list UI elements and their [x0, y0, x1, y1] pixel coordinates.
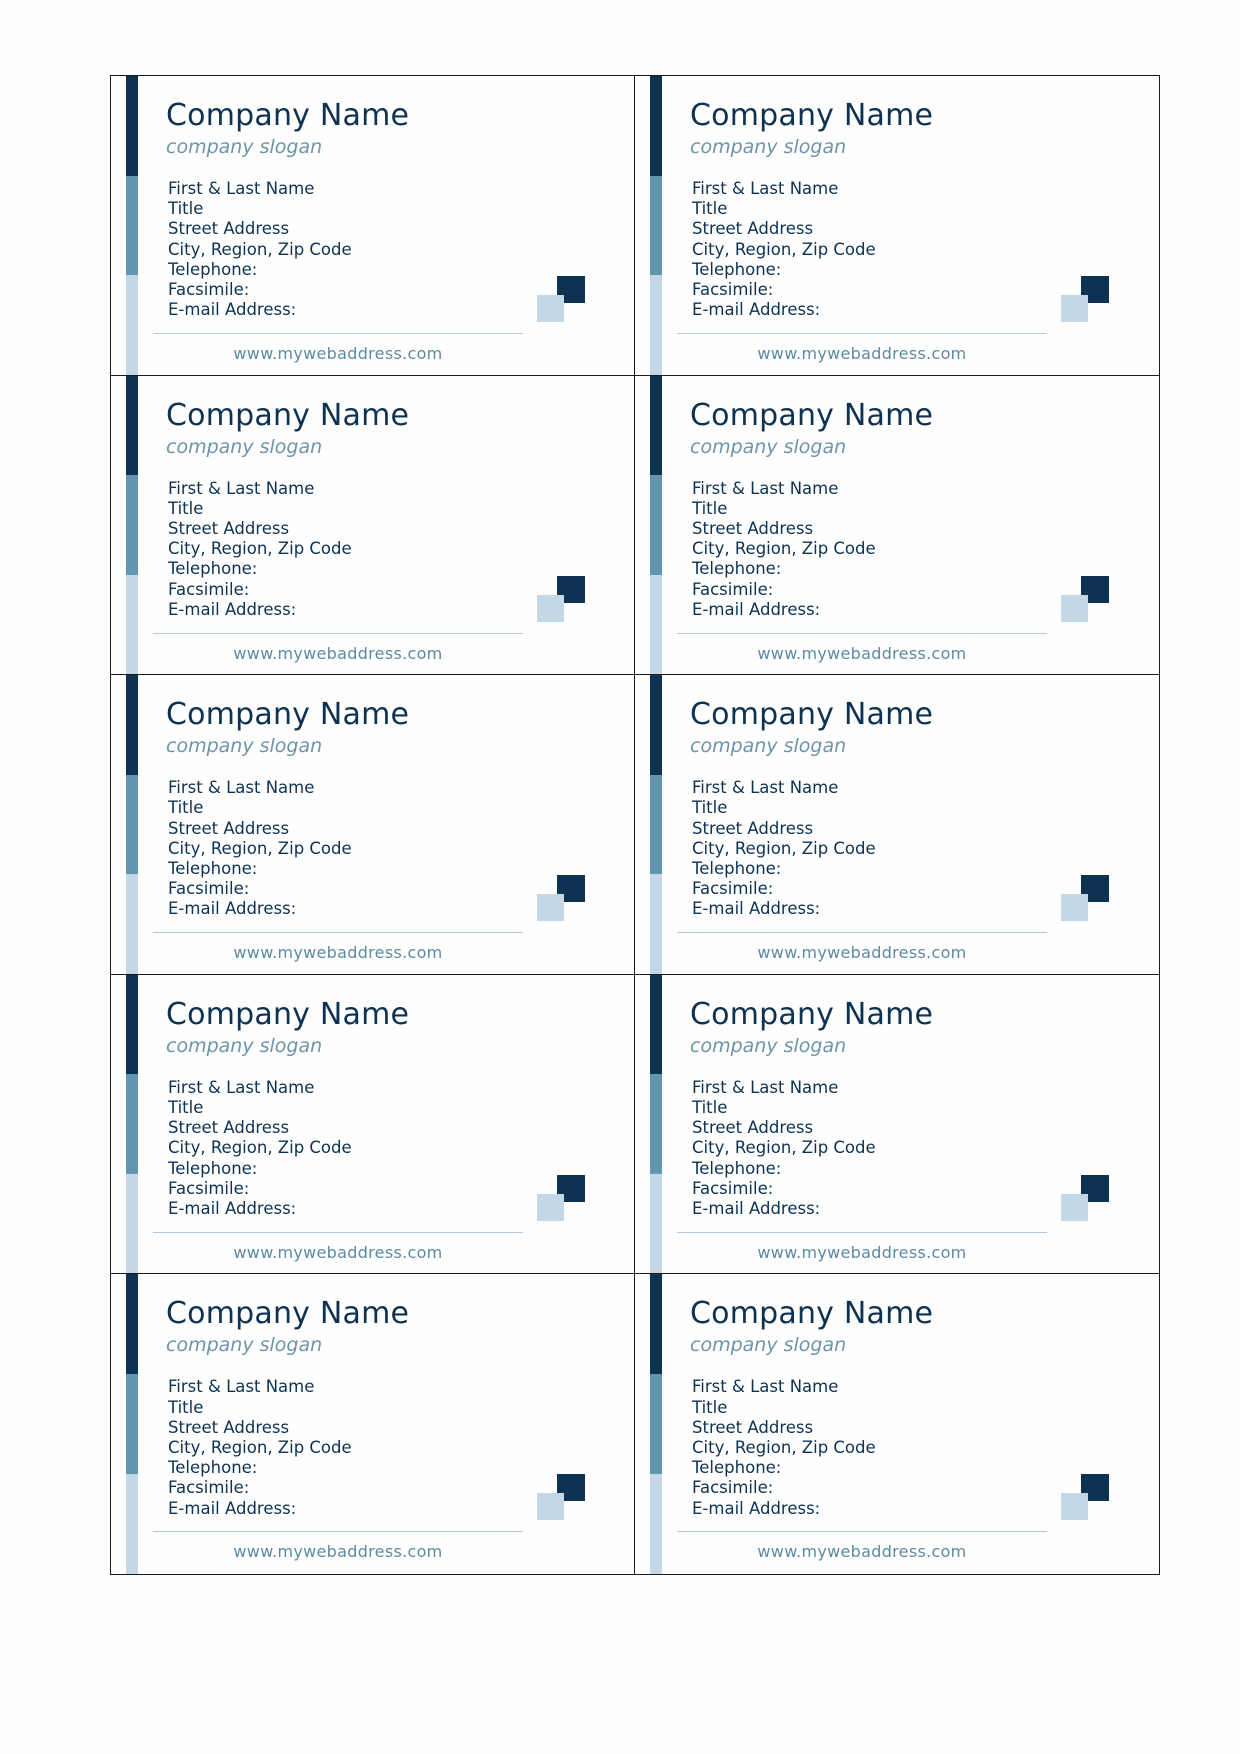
- facsimile: Facsimile:: [692, 1478, 774, 1498]
- business-card: [111, 975, 635, 1275]
- side-bar-dark-segment: [126, 675, 138, 775]
- card-divider: [153, 333, 523, 334]
- company-name: Company Name: [166, 397, 410, 433]
- web-address: www.mywebaddress.com: [233, 1242, 443, 1262]
- card-divider: [153, 633, 523, 634]
- contact-details: [168, 479, 352, 620]
- contact-name: First & Last Name: [692, 478, 839, 498]
- side-bar-light-segment: [650, 874, 662, 974]
- contact-title: Title: [692, 1098, 728, 1117]
- card-logo-icon: [1061, 1474, 1109, 1520]
- web-address: www.mywebaddress.com: [757, 344, 967, 363]
- logo-light-square: [1061, 1493, 1088, 1520]
- business-card: [111, 675, 635, 975]
- telephone: Telephone:: [168, 1158, 258, 1178]
- web-address: www.mywebaddress.com: [233, 344, 443, 363]
- street-address: Street Address: [692, 1118, 814, 1138]
- company-name: Company Name: [166, 996, 410, 1032]
- street-address: Street Address: [168, 1118, 290, 1138]
- card-logo-icon: [1061, 1175, 1109, 1221]
- card-logo-icon: [537, 875, 585, 921]
- contact-details: [692, 1377, 876, 1518]
- logo-light-square: [1061, 595, 1088, 622]
- facsimile: Facsimile:: [168, 1178, 250, 1198]
- logo-light-square: [537, 1194, 564, 1221]
- card-divider: [153, 932, 523, 933]
- side-bar-mid-segment: [126, 775, 138, 875]
- business-card: [635, 1274, 1159, 1574]
- telephone: Telephone:: [692, 859, 782, 878]
- card-divider: [153, 1232, 523, 1233]
- card-side-bar: [126, 1274, 138, 1574]
- city-region-zip: City, Region, Zip Code: [692, 239, 876, 259]
- side-bar-dark-segment: [126, 975, 138, 1075]
- contact-details: [692, 479, 876, 620]
- city-region-zip: City, Region, Zip Code: [168, 838, 352, 858]
- side-bar-dark-segment: [126, 376, 138, 476]
- city-region-zip: City, Region, Zip Code: [692, 1438, 876, 1457]
- contact-title: Title: [692, 498, 728, 518]
- card-logo-icon: [1061, 276, 1109, 322]
- business-card: [111, 76, 635, 376]
- email-address: E-mail Address:: [168, 599, 297, 619]
- company-slogan: company slogan: [690, 1334, 847, 1357]
- street-address: Street Address: [168, 818, 290, 838]
- contact-name: First & Last Name: [692, 179, 839, 198]
- contact-name: First & Last Name: [168, 1377, 315, 1397]
- email-address: E-mail Address:: [692, 300, 821, 320]
- logo-light-square: [1061, 295, 1088, 322]
- company-slogan: company slogan: [166, 735, 323, 758]
- card-side-bar: [650, 76, 662, 375]
- logo-light-square: [1061, 1194, 1088, 1221]
- street-address: Street Address: [168, 219, 290, 239]
- card-side-bar: [126, 76, 138, 375]
- telephone: Telephone:: [168, 259, 258, 279]
- card-divider: [677, 333, 1047, 334]
- card-side-bar: [650, 675, 662, 974]
- contact-details: [168, 778, 352, 919]
- contact-details: [692, 778, 876, 919]
- contact-name: First & Last Name: [168, 778, 315, 798]
- web-address: www.mywebaddress.com: [233, 1542, 443, 1562]
- contact-title: Title: [692, 199, 728, 219]
- city-region-zip: City, Region, Zip Code: [692, 1138, 876, 1158]
- email-address: E-mail Address:: [168, 1498, 297, 1518]
- side-bar-light-segment: [650, 575, 662, 675]
- telephone: Telephone:: [168, 1458, 258, 1478]
- company-name: Company Name: [166, 98, 410, 133]
- company-slogan: company slogan: [166, 1034, 323, 1057]
- logo-light-square: [1061, 894, 1088, 921]
- business-card: [635, 76, 1159, 376]
- side-bar-mid-segment: [650, 176, 662, 276]
- side-bar-light-segment: [126, 874, 138, 974]
- side-bar-light-segment: [650, 1174, 662, 1274]
- business-card-sheet: [110, 75, 1160, 1575]
- city-region-zip: City, Region, Zip Code: [692, 838, 876, 858]
- contact-name: First & Last Name: [692, 778, 839, 798]
- facsimile: Facsimile:: [168, 280, 250, 300]
- city-region-zip: City, Region, Zip Code: [168, 1438, 352, 1457]
- telephone: Telephone:: [692, 259, 782, 279]
- email-address: E-mail Address:: [692, 899, 821, 919]
- side-bar-dark-segment: [650, 675, 662, 775]
- logo-light-square: [537, 894, 564, 921]
- side-bar-dark-segment: [126, 76, 138, 176]
- company-slogan: company slogan: [690, 136, 847, 158]
- card-divider: [677, 633, 1047, 634]
- facsimile: Facsimile:: [692, 879, 774, 899]
- side-bar-light-segment: [126, 575, 138, 675]
- card-side-bar: [650, 1274, 662, 1574]
- side-bar-mid-segment: [126, 1374, 138, 1474]
- contact-title: Title: [168, 1098, 204, 1117]
- card-divider: [677, 932, 1047, 933]
- contact-title: Title: [168, 1397, 204, 1417]
- contact-details: [168, 179, 352, 320]
- street-address: Street Address: [692, 818, 814, 838]
- card-logo-icon: [537, 1175, 585, 1221]
- side-bar-mid-segment: [650, 475, 662, 575]
- email-address: E-mail Address:: [168, 899, 297, 919]
- card-side-bar: [650, 376, 662, 675]
- company-name: Company Name: [690, 697, 934, 733]
- card-divider: [153, 1531, 523, 1532]
- contact-title: Title: [168, 199, 204, 219]
- company-name: Company Name: [690, 397, 934, 433]
- side-bar-dark-segment: [126, 1274, 138, 1374]
- side-bar-light-segment: [126, 275, 138, 375]
- street-address: Street Address: [168, 519, 290, 538]
- web-address: www.mywebaddress.com: [757, 943, 967, 963]
- city-region-zip: City, Region, Zip Code: [692, 539, 876, 559]
- contact-name: First & Last Name: [168, 179, 315, 198]
- side-bar-dark-segment: [650, 376, 662, 476]
- contact-title: Title: [692, 1397, 728, 1417]
- telephone: Telephone:: [692, 1458, 782, 1478]
- contact-title: Title: [692, 798, 728, 818]
- side-bar-light-segment: [650, 1474, 662, 1574]
- facsimile: Facsimile:: [692, 280, 774, 300]
- card-logo-icon: [537, 276, 585, 322]
- logo-light-square: [537, 1493, 564, 1520]
- contact-name: First & Last Name: [692, 1077, 839, 1097]
- company-slogan: company slogan: [690, 735, 847, 758]
- telephone: Telephone:: [168, 559, 258, 579]
- card-logo-icon: [1061, 875, 1109, 921]
- web-address: www.mywebaddress.com: [757, 1542, 967, 1562]
- card-side-bar: [126, 376, 138, 675]
- contact-details: [692, 1078, 876, 1219]
- company-name: Company Name: [690, 98, 934, 133]
- facsimile: Facsimile:: [168, 579, 250, 599]
- company-slogan: company slogan: [690, 435, 847, 458]
- business-card: [635, 975, 1159, 1275]
- company-slogan: company slogan: [166, 136, 323, 158]
- side-bar-mid-segment: [650, 1374, 662, 1474]
- company-name: Company Name: [690, 996, 934, 1032]
- side-bar-light-segment: [126, 1174, 138, 1274]
- email-address: E-mail Address:: [168, 300, 297, 320]
- company-name: Company Name: [690, 1296, 934, 1332]
- telephone: Telephone:: [168, 859, 258, 878]
- contact-details: [168, 1078, 352, 1219]
- facsimile: Facsimile:: [692, 1178, 774, 1198]
- email-address: E-mail Address:: [168, 1199, 297, 1219]
- contact-title: Title: [168, 498, 204, 518]
- street-address: Street Address: [692, 519, 814, 538]
- side-bar-mid-segment: [126, 475, 138, 575]
- card-side-bar: [126, 675, 138, 974]
- side-bar-mid-segment: [650, 1074, 662, 1174]
- business-card: [635, 376, 1159, 676]
- business-card: [635, 675, 1159, 975]
- company-name: Company Name: [166, 697, 410, 733]
- city-region-zip: City, Region, Zip Code: [168, 539, 352, 559]
- web-address: www.mywebaddress.com: [233, 643, 443, 663]
- business-card: [111, 1274, 635, 1574]
- company-name: Company Name: [166, 1296, 410, 1332]
- side-bar-dark-segment: [650, 76, 662, 176]
- card-logo-icon: [1061, 576, 1109, 622]
- facsimile: Facsimile:: [168, 879, 250, 899]
- company-slogan: company slogan: [166, 435, 323, 458]
- logo-light-square: [537, 295, 564, 322]
- contact-name: First & Last Name: [168, 478, 315, 498]
- facsimile: Facsimile:: [692, 579, 774, 599]
- web-address: www.mywebaddress.com: [757, 1242, 967, 1262]
- card-logo-icon: [537, 576, 585, 622]
- city-region-zip: City, Region, Zip Code: [168, 1138, 352, 1158]
- card-divider: [677, 1531, 1047, 1532]
- email-address: E-mail Address:: [692, 1498, 821, 1518]
- card-side-bar: [126, 975, 138, 1274]
- business-card: [111, 376, 635, 676]
- city-region-zip: City, Region, Zip Code: [168, 239, 352, 259]
- street-address: Street Address: [692, 219, 814, 239]
- facsimile: Facsimile:: [168, 1478, 250, 1498]
- side-bar-mid-segment: [126, 176, 138, 276]
- street-address: Street Address: [168, 1417, 290, 1437]
- side-bar-mid-segment: [126, 1074, 138, 1174]
- logo-light-square: [537, 595, 564, 622]
- card-divider: [677, 1232, 1047, 1233]
- side-bar-light-segment: [650, 275, 662, 375]
- email-address: E-mail Address:: [692, 599, 821, 619]
- side-bar-mid-segment: [650, 775, 662, 875]
- company-slogan: company slogan: [690, 1034, 847, 1057]
- web-address: www.mywebaddress.com: [757, 643, 967, 663]
- side-bar-light-segment: [126, 1474, 138, 1574]
- telephone: Telephone:: [692, 1158, 782, 1178]
- contact-name: First & Last Name: [692, 1377, 839, 1397]
- web-address: www.mywebaddress.com: [233, 943, 443, 963]
- company-slogan: company slogan: [166, 1334, 323, 1357]
- telephone: Telephone:: [692, 559, 782, 579]
- street-address: Street Address: [692, 1417, 814, 1437]
- contact-title: Title: [168, 798, 204, 818]
- contact-details: [692, 179, 876, 320]
- card-side-bar: [650, 975, 662, 1274]
- contact-details: [168, 1377, 352, 1518]
- email-address: E-mail Address:: [692, 1199, 821, 1219]
- side-bar-dark-segment: [650, 1274, 662, 1374]
- contact-name: First & Last Name: [168, 1077, 315, 1097]
- side-bar-dark-segment: [650, 975, 662, 1075]
- card-logo-icon: [537, 1474, 585, 1520]
